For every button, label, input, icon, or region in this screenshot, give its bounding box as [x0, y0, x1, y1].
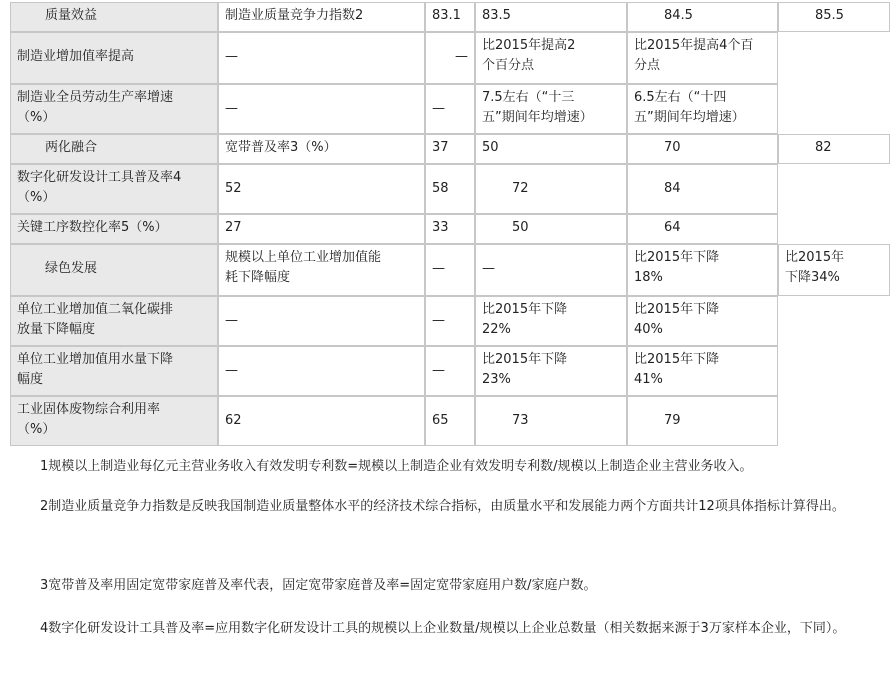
cell: — [218, 32, 425, 84]
footnote-3: 3宽带普及率用固定宽带家庭普及率代表，固定宽带家庭普及率=固定宽带家庭用户数/家庭户数。 [40, 578, 597, 593]
cell: 6.5左右（“十四 五”期间年均增速） [627, 84, 778, 134]
cell: 比2015年 下降34% [778, 244, 890, 296]
cell: 62 [218, 396, 425, 446]
cell: — [425, 32, 475, 84]
row-label: 工业固体废物综合利用率 （%） [10, 396, 218, 446]
row-label-quality: 质量效益 [10, 2, 218, 32]
cell: 64 [627, 214, 778, 244]
cell: 82 [778, 134, 890, 164]
cell: 33 [425, 214, 475, 244]
row-label: 制造业增加值率提高 [10, 32, 218, 84]
cell: — [425, 244, 475, 296]
row-label: 制造业全员劳动生产率增速 （%） [10, 84, 218, 134]
cell: — [425, 296, 475, 346]
row-label: 单位工业增加值用水量下降 幅度 [10, 346, 218, 396]
cell: 27 [218, 214, 425, 244]
cell: — [425, 84, 475, 134]
cell: 7.5左右（“十三 五”期间年均增速） [475, 84, 627, 134]
cell: 50 [475, 134, 627, 164]
footnote-1: 1规模以上制造业每亿元主营业务收入有效发明专利数=规模以上制造企业有效发明专利数/规模以上制造企业主营业务收入。 [40, 459, 753, 474]
row-label: 单位工业增加值二氧化碳排 放量下降幅度 [10, 296, 218, 346]
cell: 72 [475, 164, 627, 214]
cell: 65 [425, 396, 475, 446]
cell: 规模以上单位工业增加值能 耗下降幅度 [218, 244, 425, 296]
cell: 比2015年下降 18% [627, 244, 778, 296]
cell: — [475, 244, 627, 296]
cell: 83.5 [475, 2, 627, 32]
cell: — [218, 346, 425, 396]
cell: 70 [627, 134, 778, 164]
cell: — [425, 346, 475, 396]
cell: — [218, 84, 425, 134]
cell: 84.5 [627, 2, 778, 32]
cell: 84 [627, 164, 778, 214]
cell: 比2015年下降 41% [627, 346, 778, 396]
row-label: 关键工序数控化率5（%） [10, 214, 218, 244]
cell: 79 [627, 396, 778, 446]
footnote-2: 2制造业质量竞争力指数是反映我国制造业质量整体水平的经济技术综合指标，由质量水平和发展能力两个方面共计12项具体指标计算得出。 [40, 499, 845, 514]
row-label: 数字化研发设计工具普及率4 （%） [10, 164, 218, 214]
cell: 比2015年提高2 个百分点 [475, 32, 627, 84]
footnote-4: 4数字化研发设计工具普及率=应用数字化研发设计工具的规模以上企业数量/规模以上企业总数量（相关数据来源于3万家样本企业，下同）。 [40, 621, 846, 636]
cell: 37 [425, 134, 475, 164]
cell: — [218, 296, 425, 346]
cell: 宽带普及率3（%） [218, 134, 425, 164]
row-label-integration: 两化融合 [10, 134, 218, 164]
cell: 73 [475, 396, 627, 446]
cell: 比2015年提高4个百 分点 [627, 32, 778, 84]
cell: 比2015年下降 40% [627, 296, 778, 346]
cell: 52 [218, 164, 425, 214]
cell: 58 [425, 164, 475, 214]
cell: 85.5 [778, 2, 890, 32]
cell: 50 [475, 214, 627, 244]
cell: 比2015年下降 23% [475, 346, 627, 396]
cell: 83.1 [425, 2, 475, 32]
cell: 比2015年下降 22% [475, 296, 627, 346]
cell: 制造业质量竞争力指数2 [218, 2, 425, 32]
row-label-green: 绿色发展 [10, 244, 218, 296]
